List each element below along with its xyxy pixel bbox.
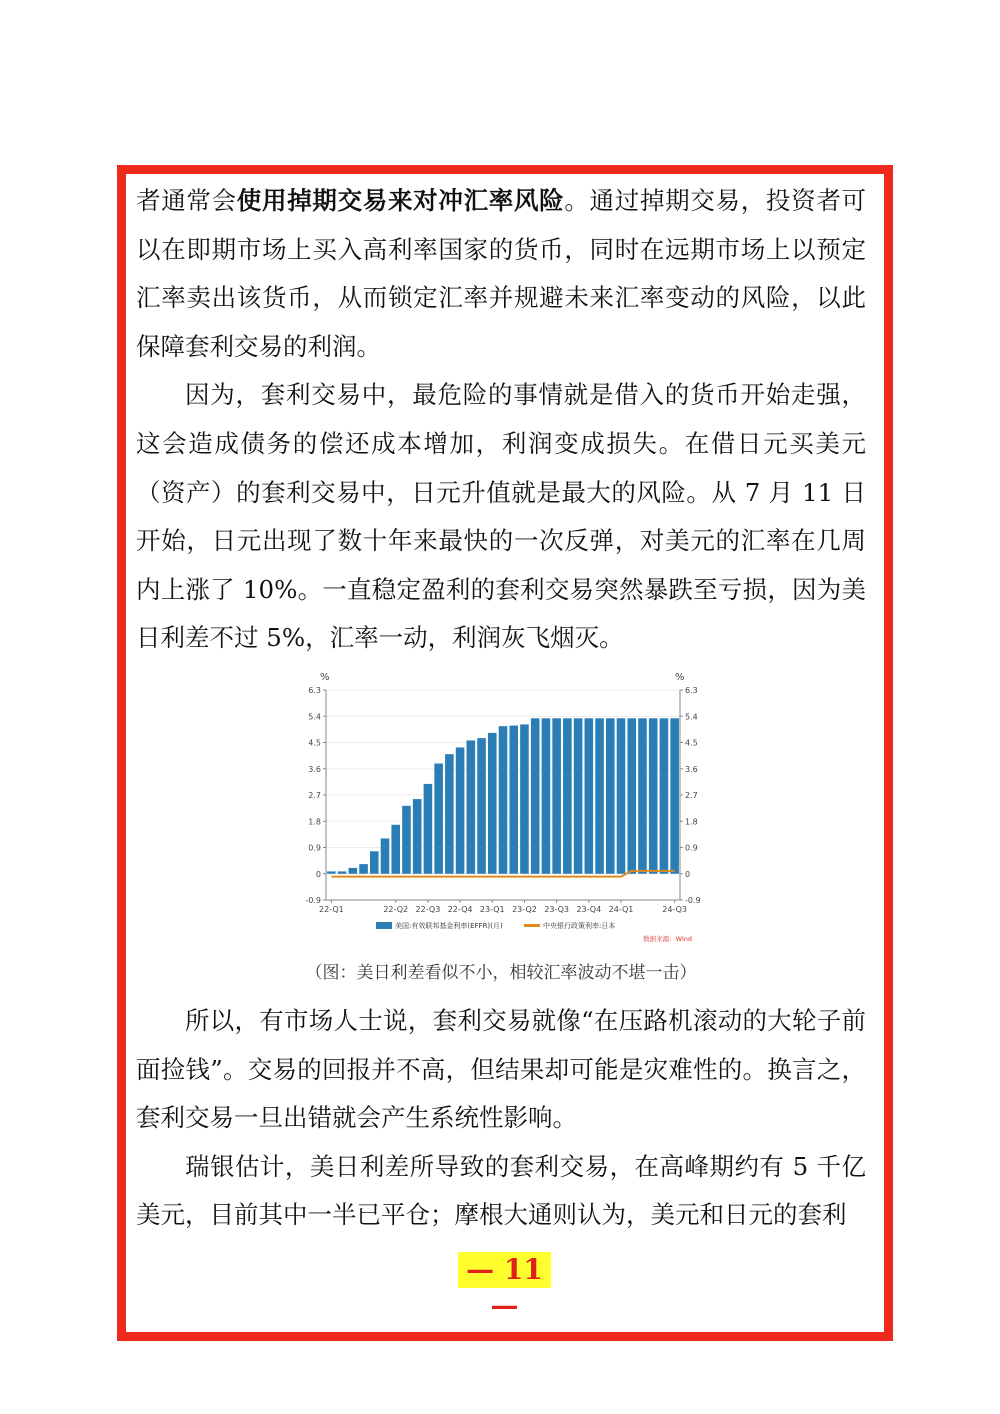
figure-caption: （图：美日利差看似不小，相较汇率波动不堪一击） bbox=[305, 963, 697, 983]
bar-effr bbox=[606, 718, 615, 873]
x-tick-label: 23-Q1 bbox=[479, 905, 505, 914]
x-tick-label: 23-Q2 bbox=[512, 905, 537, 914]
legend-label-japan: 中央银行政策利率:日本 bbox=[543, 922, 616, 930]
bar-effr bbox=[381, 838, 390, 873]
y-tick-label-right: 3.6 bbox=[685, 764, 698, 774]
bar-effr bbox=[531, 718, 540, 873]
y-tick-label-right: 4.5 bbox=[685, 738, 698, 748]
rate-comparison-chart bbox=[296, 662, 710, 954]
bar-effr bbox=[499, 726, 508, 874]
bar-effr bbox=[520, 724, 529, 873]
paragraph-1-start: 者通常会 bbox=[136, 186, 237, 215]
body-text-bottom bbox=[136, 997, 866, 1240]
y-tick-label-left: 1.8 bbox=[308, 817, 321, 827]
bar-effr bbox=[574, 718, 583, 873]
y-tick-label-left: 3.6 bbox=[308, 764, 321, 774]
bar-effr bbox=[349, 868, 358, 874]
bar-effr bbox=[338, 871, 347, 873]
legend-swatch-japan bbox=[524, 924, 540, 927]
bar-effr bbox=[595, 718, 604, 873]
bar-effr bbox=[649, 718, 658, 873]
x-tick-label: 23-Q3 bbox=[544, 905, 570, 914]
paragraph-1-rest: 。通过掉期交易，投资者可以在即期市场上买入高利率国家的货币，同时在远期市场上以预定汇率卖出该货币，从而锁定汇率并规避未来汇率变动的风险，以此保障套利交易的利润。 bbox=[136, 186, 867, 361]
page-number: — 11 — bbox=[458, 1252, 551, 1288]
bar-effr bbox=[402, 806, 411, 874]
y-tick-label-left: 5.4 bbox=[308, 712, 321, 722]
paragraph-3: 所以，有市场人士说，套利交易就像“在压路机滚动的大轮子前面捡钱”。交易的回报并不高，但结果却可能是灾难性的。换言之，套利交易一旦出错就会产生系统性影响。 bbox=[136, 1006, 866, 1133]
bar-effr bbox=[585, 718, 594, 873]
x-tick-label: 22-Q1 bbox=[318, 905, 344, 914]
paragraph-1-emphasis: 使用掉期交易来对冲汇率风险 bbox=[236, 186, 565, 215]
left-axis-unit: % bbox=[320, 672, 330, 683]
y-tick-label-right: 2.7 bbox=[685, 791, 698, 800]
legend-label-effr: 美国:有效联邦基金利率(EFFR)(月) bbox=[395, 922, 503, 930]
bar-effr bbox=[327, 871, 336, 873]
paragraph-4: 瑞银估计，美日利差所导致的套利交易，在高峰期约有 5 千亿美元，目前其中一半已平仓；摩根大通则认为，美元和日元的套利 bbox=[136, 1151, 866, 1230]
y-tick-label-right: 5.4 bbox=[685, 712, 698, 722]
bar-effr bbox=[638, 718, 647, 873]
bar-effr bbox=[413, 799, 422, 874]
bar-effr bbox=[456, 747, 465, 873]
paragraph-2: 因为，套利交易中，最危险的事情就是借入的货币开始走强，这会造成债务的偿还成本增加，利润变成损失。在借日元买美元（资产）的套利交易中，日元升值就是最大的风险。从 7 月 11 日开始，日元出现了数十年来最快的一次反弹，对美元的汇率在几周内上涨了 10%。一直稳定盈利的套利交易突然暴跌至亏损，因为美日利差不过 5%，汇率一动，利润灰飞烟灭。 bbox=[136, 380, 866, 653]
bar-effr bbox=[563, 718, 572, 873]
y-tick-label-right: -0.9 bbox=[685, 896, 701, 905]
bar-effr bbox=[488, 733, 497, 874]
bar-effr bbox=[617, 718, 626, 873]
y-tick-label-right: 0.9 bbox=[685, 843, 698, 853]
bar-effr bbox=[424, 784, 433, 874]
bar-effr bbox=[542, 718, 551, 873]
chart-source: 数据来源：Wind bbox=[643, 935, 692, 943]
bar-effr bbox=[552, 718, 561, 873]
bar-effr bbox=[477, 738, 486, 874]
bar-effr bbox=[359, 864, 368, 874]
bar-effr bbox=[627, 718, 636, 873]
x-tick-label: 23-Q4 bbox=[576, 905, 602, 914]
y-tick-label-left: 2.7 bbox=[308, 791, 321, 800]
bar-effr bbox=[391, 825, 400, 874]
x-tick-label: 22-Q2 bbox=[383, 905, 409, 914]
bar-effr bbox=[370, 851, 379, 873]
y-tick-label-left: 6.3 bbox=[308, 686, 321, 695]
x-tick-label: 22-Q3 bbox=[415, 905, 441, 914]
bar-effr bbox=[660, 718, 669, 873]
paragraph-1 bbox=[136, 177, 866, 371]
y-tick-label-left: 0.9 bbox=[308, 843, 321, 853]
y-tick-label-left: -0.9 bbox=[305, 896, 321, 905]
y-tick-label-left: 0 bbox=[315, 869, 321, 879]
x-tick-label: 24-Q1 bbox=[608, 905, 634, 914]
y-tick-label-right: 6.3 bbox=[685, 686, 698, 695]
bar-effr bbox=[467, 740, 476, 873]
y-tick-label-left: 4.5 bbox=[308, 738, 321, 748]
y-tick-label-right: 0 bbox=[685, 869, 691, 879]
bar-effr bbox=[670, 718, 679, 873]
right-axis-unit: % bbox=[675, 672, 685, 683]
x-tick-label: 24-Q3 bbox=[662, 905, 688, 914]
bar-effr bbox=[434, 764, 443, 874]
legend-swatch-effr bbox=[376, 922, 392, 929]
bar-effr bbox=[509, 726, 518, 874]
x-tick-label: 22-Q4 bbox=[447, 905, 473, 914]
y-tick-label-right: 1.8 bbox=[685, 817, 698, 827]
bar-effr bbox=[445, 754, 454, 874]
body-text-top bbox=[136, 177, 866, 663]
